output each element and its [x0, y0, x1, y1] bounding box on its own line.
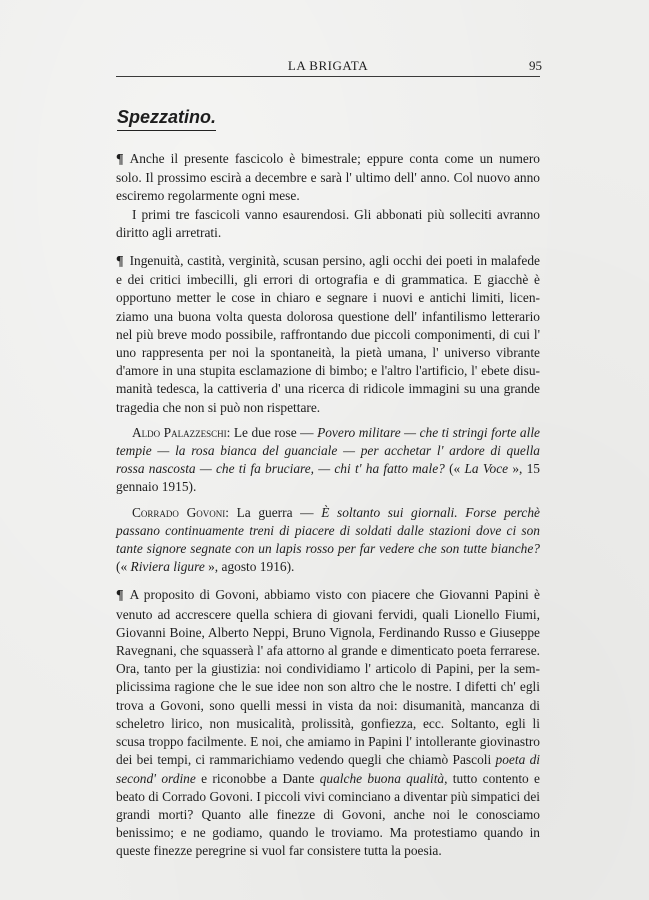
italic-phrase: qualche buona qualità — [319, 770, 445, 786]
quote-verse: Povero militare — che ti stringi forte alle tempie — la rosa bianca del guanciale — per acchetar l' ardore di quella rossa nascosta — che ti fa bruciare, — chi t' ha fatto male? — [116, 424, 540, 477]
paragraph-text: Anche il presente fascicolo è bimestrale; eppure conta come un numero solo. Il prossimo escirà a decembre e sarà l' ultimo dell' anno. Col nuovo anno esciremo regolarmente ogni mese. — [116, 151, 540, 204]
paragraph-papini-govoni — [116, 586, 540, 860]
pilcrow-icon: ¶ — [116, 588, 124, 604]
paragraph-text: A proposito di Govoni, abbiamo visto con piacere che Giovanni Papini è venuto ad accrescere quella schiera di giovani fervidi, quali Lionello Fiumi, Giovanni Boine, Alberto Neppi, Bruno Vignola, Ferdinando Russo e Giuseppe Ravegnani, che squasserà l' afa attorno al grande e dimenticato poeta ferrarese. Ora, tanto per la giustizia: noi condividiamo l' articolo di Papini, per la semplicissima ragione che le sue idee non son altro che le nostre. I difetti ch' egli trova a Govoni, sono quelli messi in vista da noi: disumanità, mancanza di scheletro lirico, non musicalità, prolissità, gonfiezza, ecc. Soltanto, egli li scusa troppo facilmente. E noi, che amiamo in Papini l' intollerante giovinastro dei bei tempi, ci rammarichiamo vedendo quegli che chiamò Pascoli — [116, 587, 540, 768]
paragraph-infantilism — [116, 252, 540, 417]
quote-source-title: Riviera ligure — [130, 559, 205, 575]
paragraph-text: e riconobbe a Dante — [195, 770, 320, 786]
paragraph-back-issues — [116, 206, 540, 242]
article-body — [116, 150, 540, 861]
quote-lead: : Le due rose — — [226, 424, 318, 440]
quote-source-title: La Voce — [464, 461, 509, 477]
quote-lead: : La guerra — — [225, 504, 322, 520]
quote-verse: È soltanto sui giornali. Forse perchè passano continuamente treni di piacere di soldati dalle stazioni dove ci son tante signore segnate con un lapis rosso per far vedere che son tutte bianche? — [116, 504, 540, 557]
quote-source-close: », agosto 1916). — [204, 559, 295, 575]
running-title: LA BRIGATA — [287, 58, 369, 73]
paragraph-publication-notice — [116, 150, 540, 206]
quote-author: Corrado Govoni — [132, 504, 226, 520]
italic-phrase: poeta di second' ordine — [116, 752, 540, 786]
running-header — [116, 58, 540, 77]
pilcrow-icon: ¶ — [116, 254, 124, 270]
quote-source-close: », 15 gennaio 1915). — [116, 461, 540, 495]
paragraph-text: Ingenuità, castità, verginità, scusan persino, agli occhi dei poeti in malafede e dei critici imbecilli, gli errori di ortografia e di grammatica. E giacchè è opportuno metter le cose in chiaro e segnare i nuovi e antichi limiti, licenziamo una buona volta questa dolorosa questione dell' infantilismo letterario nel più breve modo possibile, raffrontando due piccoli componimenti, di cui l' uno rappresenta per noi la spontaneità, la pietà umana, l' universo vibrante d'amore in una stupita esclamazione di bimbo; e l'altro l'artificio, l' ebete disumanità tedesca, la cattiveria d' una ricerca di ridicole immagini su una grande tragedia che non si può non rispettare. — [116, 253, 540, 415]
quote-source-open: (« — [444, 461, 465, 477]
page-number: 95 — [529, 58, 542, 73]
quote-source-open: (« — [116, 559, 131, 575]
section-title: Spezzatino. — [117, 106, 216, 131]
quote-govoni — [116, 504, 540, 577]
paragraph-text: I primi tre fascicoli vanno esaurendosi. Gli abbonati più solleciti avranno diritto agli arretrati. — [116, 206, 540, 240]
quote-author: Aldo Palazzeschi — [132, 424, 227, 440]
quote-palazzeschi — [116, 424, 540, 497]
paragraph-text: , tutto contento e beato di Corrado Govoni. I piccoli vivi cominciano a diventar più simpatici dei grandi morti? Quanto alle finezze di Govoni, anche noi le conosciamo benissimo; e ne godiamo, quando le troviamo. Ma protestiamo quando in queste finezze peregrine si vuol far consistere tutta la poesia. — [116, 770, 540, 859]
pilcrow-icon: ¶ — [116, 152, 124, 167]
